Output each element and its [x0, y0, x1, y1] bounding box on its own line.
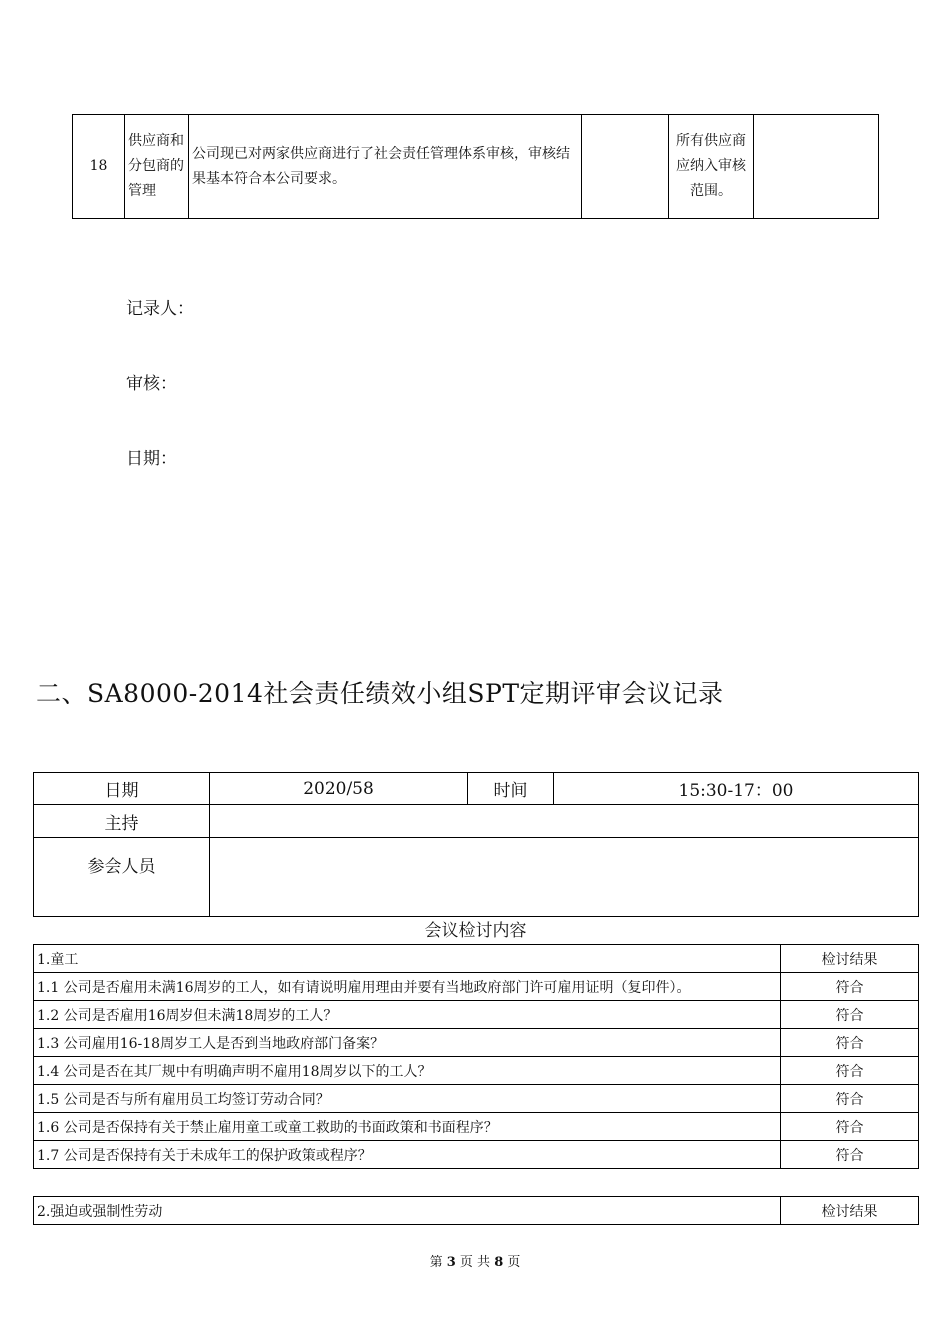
- meeting-time-label: 时间: [468, 773, 554, 805]
- table-row: [73, 115, 879, 219]
- empty-cell: [582, 115, 669, 219]
- item-name: 供应商和分包商的管理: [125, 115, 189, 219]
- check-result: 符合: [781, 1085, 919, 1113]
- date-label: 日期：: [126, 449, 177, 469]
- check-question: 1.3 公司雇用16-18周岁工人是否到当地政府部门备案？: [34, 1029, 781, 1057]
- table-row: [34, 1141, 919, 1169]
- item-description: 公司现已对两家供应商进行了社会责任管理体系审核，审核结果基本符合本公司要求。: [189, 115, 582, 219]
- host-label: 主持: [34, 805, 210, 838]
- item-remark: 所有供应商应纳入审核范围。: [669, 115, 754, 219]
- host-value: [210, 805, 919, 838]
- footer-mid: 页 共: [459, 1255, 491, 1270]
- footer-suffix: 页: [507, 1255, 521, 1270]
- total-page-number: 8: [494, 1255, 504, 1270]
- table-row: [34, 1029, 919, 1057]
- footer-prefix: 第: [429, 1255, 443, 1270]
- empty-cell: [754, 115, 879, 219]
- check-question: 1.1 公司是否雇用未满16周岁的工人，如有请说明雇用理由并要有当地政府部门许可雇用证明（复印件）。: [34, 973, 781, 1001]
- attendees-label: 参会人员: [34, 838, 210, 917]
- table-row: [34, 773, 919, 805]
- forced-labour-checklist: [33, 1196, 919, 1225]
- section-heading: 二、SA8000-2014社会责任绩效小组SPT定期评审会议记录: [36, 679, 724, 708]
- attendees-value: [210, 838, 919, 917]
- meeting-date-label: 日期: [34, 773, 210, 805]
- check-question: 1.4 公司是否在其厂规中有明确声明不雇用18周岁以下的工人？: [34, 1057, 781, 1085]
- meeting-time-value: 15:30-17：00: [554, 773, 919, 805]
- check-question: 1.6 公司是否保持有关于禁止雇用童工或童工救助的书面政策和书面程序？: [34, 1113, 781, 1141]
- check-question: 1.7 公司是否保持有关于未成年工的保护政策或程序？: [34, 1141, 781, 1169]
- table-row: [34, 1057, 919, 1085]
- meeting-date-value: 2020/58: [210, 773, 468, 805]
- section-title: 1.童工: [34, 945, 781, 973]
- table-row: [34, 1113, 919, 1141]
- table-row: [34, 805, 919, 838]
- row-number: 18: [73, 115, 125, 219]
- child-labour-checklist: [33, 944, 919, 1169]
- page-footer: [0, 1251, 950, 1270]
- result-header: 检讨结果: [781, 945, 919, 973]
- check-result: 符合: [781, 1057, 919, 1085]
- table-row: [34, 1001, 919, 1029]
- review-content-caption: 会议检讨内容: [424, 921, 527, 941]
- recorder-label: 记录人：: [126, 299, 194, 319]
- table-header-row: [34, 1197, 919, 1225]
- check-result: 符合: [781, 1141, 919, 1169]
- review-table-continuation: [72, 114, 879, 219]
- result-header: 检讨结果: [781, 1197, 919, 1225]
- table-header-row: [34, 945, 919, 973]
- check-question: 1.5 公司是否与所有雇用员工均签订劳动合同？: [34, 1085, 781, 1113]
- review-label: 审核：: [126, 374, 177, 394]
- current-page-number: 3: [446, 1255, 456, 1270]
- table-row: [34, 1085, 919, 1113]
- check-result: 符合: [781, 1001, 919, 1029]
- check-result: 符合: [781, 973, 919, 1001]
- check-question: 1.2 公司是否雇用16周岁但未满18周岁的工人？: [34, 1001, 781, 1029]
- meeting-info-table: [33, 772, 919, 917]
- section-title: 2.强迫或强制性劳动: [34, 1197, 781, 1225]
- check-result: 符合: [781, 1113, 919, 1141]
- check-result: 符合: [781, 1029, 919, 1057]
- table-row: [34, 973, 919, 1001]
- table-row: [34, 838, 919, 917]
